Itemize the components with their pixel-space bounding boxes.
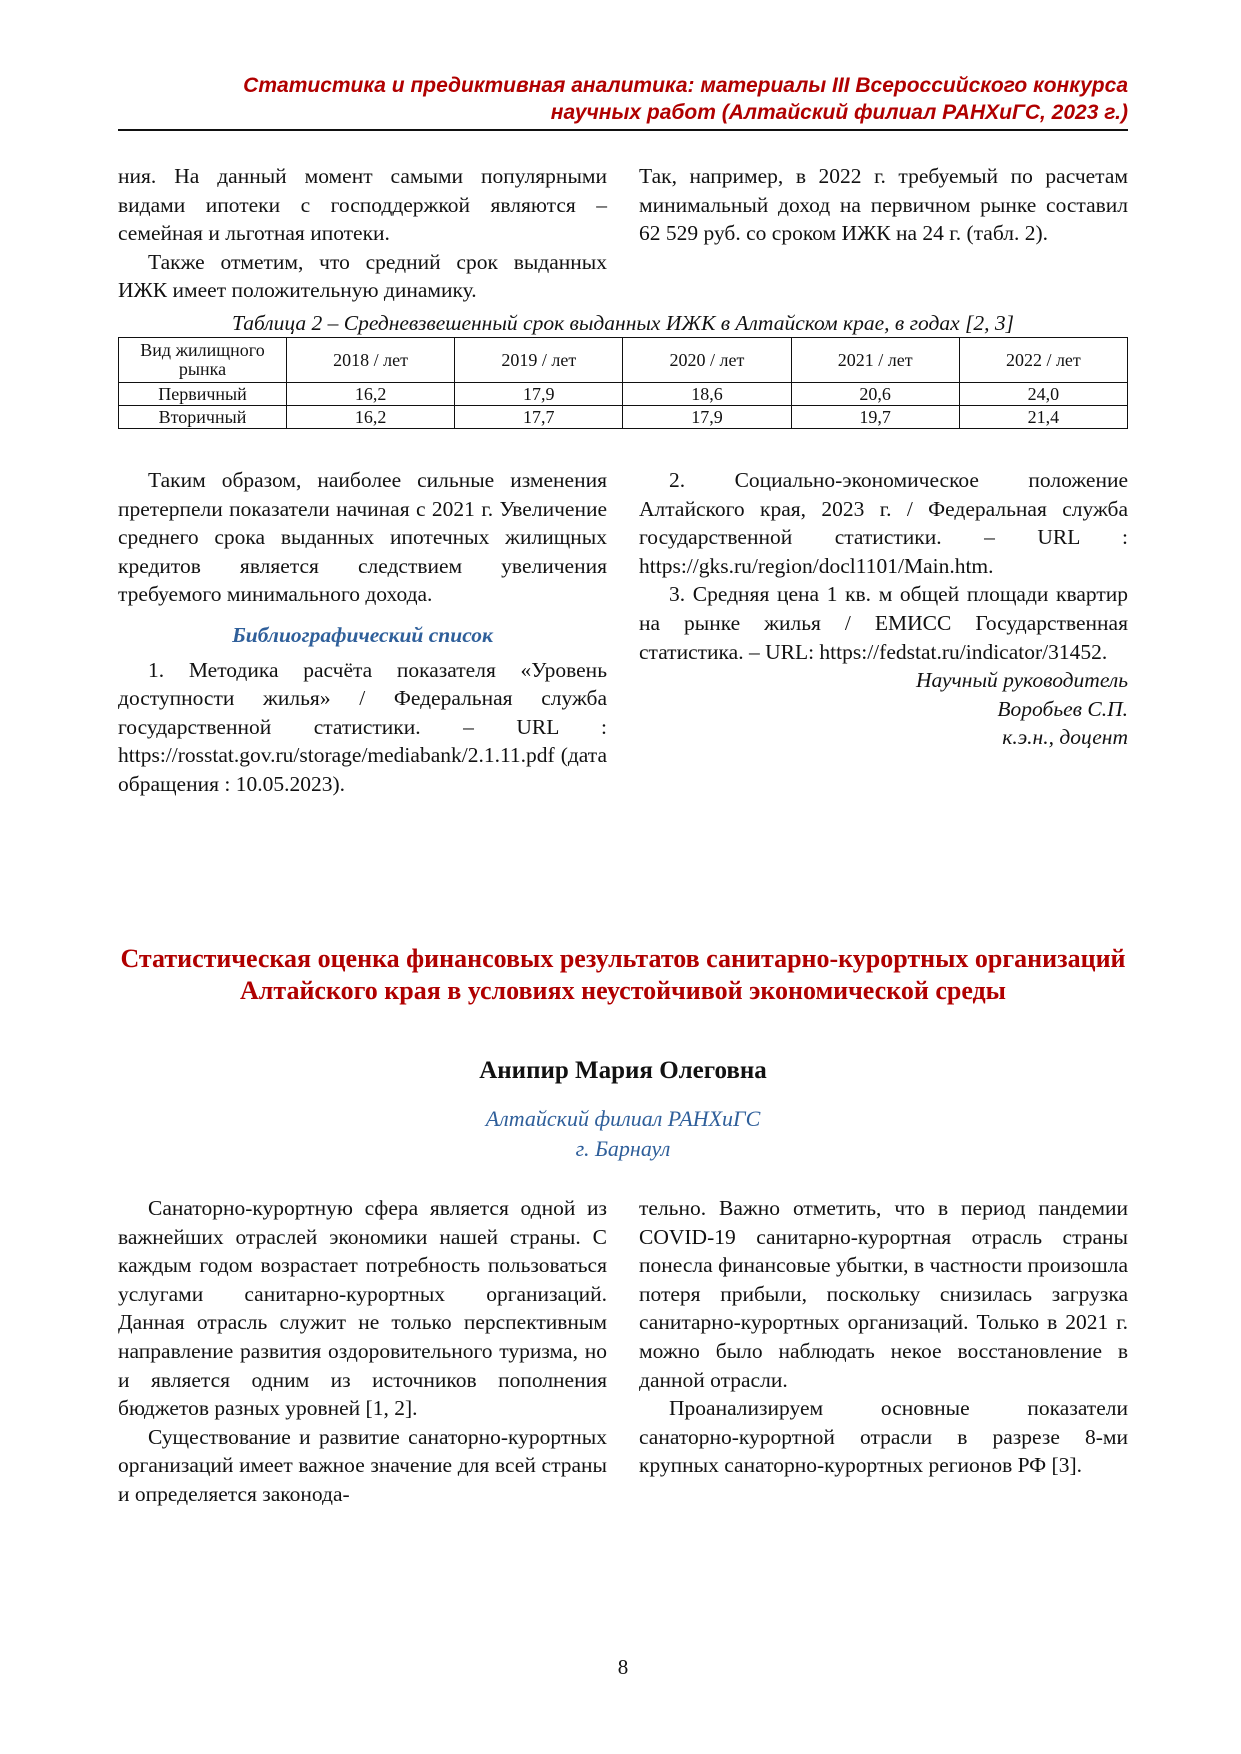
table-cell: 16,2 (287, 383, 455, 406)
bibliography-item: 1. Методика расчёта показателя «Уровень доступности жилья» / Федеральная служба государственной статистики. – URL : https://rosstat.gov.ru/storage/mediabank/2.1.11.pdf (дата обращения : 10.05.2023). (118, 657, 607, 796)
table-header-cell: Вид жилищного рынка (119, 338, 287, 383)
middle-right-column (639, 466, 1128, 752)
supervisor-name: Воробьев С.П. (997, 696, 1128, 721)
bibliography-heading: Библиографический список (232, 622, 493, 647)
bibliography-item: 3. Средняя цена 1 кв. м общей площади квартир на рынке жилья / ЕМИСС Государственная статистика. – URL: https://fedstat.ru/indicator/31452. (639, 582, 1128, 664)
table-header-row (119, 338, 1128, 383)
article-title: Статистическая оценка финансовых результатов санитарно-курортных организаций Алтайского края в условиях неустойчивой экономической среды (120, 944, 1126, 1005)
table-cell: 16,2 (287, 406, 455, 429)
article-right-column (639, 1194, 1128, 1480)
table-header-cell: 2021 / лет (791, 338, 959, 383)
table-cell: 21,4 (959, 406, 1127, 429)
body-paragraph: Так, например, в 2022 г. требуемый по расчетам минимальный доход на первичном рынке составил 62 529 руб. со сроком ИЖК на 24 г. (табл. 2). (639, 164, 1128, 246)
table-cell: 20,6 (791, 383, 959, 406)
table-header-cell: 2022 / лет (959, 338, 1127, 383)
table-row (119, 406, 1128, 429)
author-affiliation: Алтайский филиал РАНХиГС (485, 1106, 761, 1131)
page-number: 8 (617, 1655, 629, 1679)
supervisor-role: Научный руководитель (916, 668, 1128, 693)
table-header-cell: 2019 / лет (455, 338, 623, 383)
body-paragraph: ния. На данный момент самыми популярными видами ипотеки с господдержкой являются – семейная и льготная ипотеки. (118, 164, 607, 246)
table-cell: 24,0 (959, 383, 1127, 406)
author-affiliation-block (118, 1104, 1128, 1164)
article-left-column (118, 1194, 607, 1509)
table-header-cell: 2018 / лет (287, 338, 455, 383)
supervisor-degree: к.э.н., доцент (1002, 725, 1128, 750)
author-name: Анипир Мария Олеговна (479, 1057, 767, 1084)
table-cell: Вторичный (119, 406, 287, 429)
header-rule (118, 129, 1128, 131)
table-cell: Первичный (119, 383, 287, 406)
bibliography-item: 2. Социально-экономическое положение Алтайского края, 2023 г. / Федеральная служба государственной статистики. – URL : https://gks.ru/region/docl1101/Main.htm. (639, 468, 1128, 578)
supervisor-block (639, 666, 1128, 752)
table-row (119, 383, 1128, 406)
body-paragraph: тельно. Важно отметить, что в период пандемии COVID-19 санитарно-курортная отрасль страны понесла финансовые убытки, в частности произошла потеря прибыли, поскольку снизилась загрузка санитарно-курортных организаций. Только в 2021 г. можно было наблюдать некое восстановление в данной отрасли. (639, 1196, 1128, 1392)
table-cell: 18,6 (623, 383, 791, 406)
table-cell: 17,9 (623, 406, 791, 429)
body-paragraph: Также отметим, что средний срок выданных ИЖК имеет положительную динамику. (118, 249, 607, 303)
body-paragraph: Санаторно-курортную сфера является одной из важнейших отраслей экономики нашей страны. С каждым годом возрастает потребность пользоваться услугами санитарно-курортных организаций. Данная отрасль служит не только перспективным направление развития оздоровительного туризма, но и является одним из источников пополнения бюджетов разных уровней [1, 2]. (118, 1196, 607, 1421)
author-city: г. Барнаул (575, 1136, 671, 1161)
table-header-cell: 2020 / лет (623, 338, 791, 383)
running-header-line1: Статистика и предиктивная аналитика: материалы III Всероссийского конкурса (243, 74, 1128, 97)
mortgage-term-table (118, 337, 1128, 429)
table-cell: 17,9 (455, 383, 623, 406)
table-cell: 17,7 (455, 406, 623, 429)
conclusion-paragraph: Таким образом, наиболее сильные изменения претерпели показатели начиная с 2021 г. Увеличение среднего срока выданных ипотечных жилищных кредитов является следствием увеличения требуемого минимального дохода. (118, 468, 607, 607)
top-left-column (118, 162, 607, 305)
table-cell: 19,7 (791, 406, 959, 429)
running-header-line2: научных работ (Алтайский филиал РАНХиГС, 2023 г.) (550, 101, 1128, 124)
top-right-column (639, 162, 1128, 248)
table-caption: Таблица 2 – Средневзвешенный срок выданных ИЖК в Алтайском крае, в годах [2, 3] (232, 311, 1014, 335)
running-header (118, 72, 1128, 126)
body-paragraph: Проанализируем основные показатели санаторно-курортной отрасли в разрезе 8-ми крупных санаторно-курортных регионов РФ [3]. (639, 1396, 1128, 1478)
body-paragraph: Существование и развитие санаторно-курортных организаций имеет важное значение для всей страны и определяется законода- (118, 1424, 607, 1506)
middle-left-column (118, 466, 607, 799)
